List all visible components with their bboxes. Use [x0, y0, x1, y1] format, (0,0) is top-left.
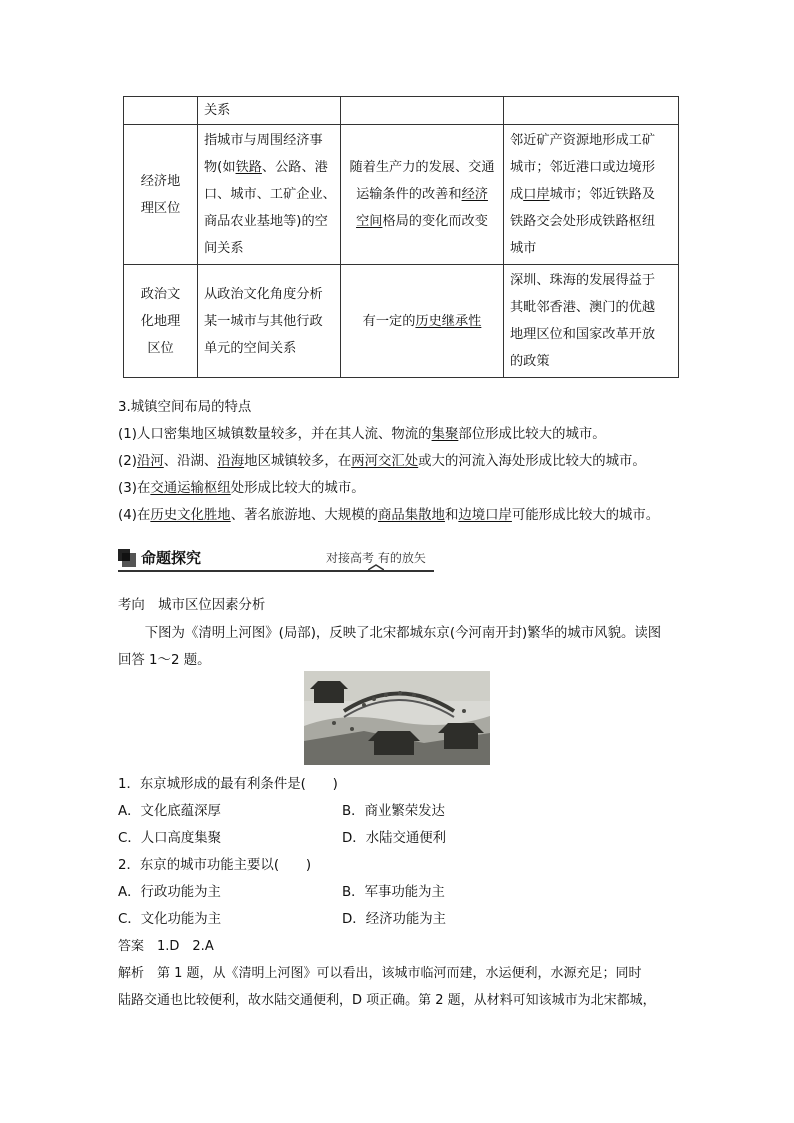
option-a: A．行政功能为主	[118, 885, 221, 900]
option-d: D．经济功能为主	[342, 912, 447, 927]
table-cell	[124, 97, 198, 125]
text-run: (4)在	[118, 508, 151, 523]
option-d: D．水陆交通便利	[342, 831, 447, 846]
option-a: A．文化底蕴深厚	[118, 804, 221, 819]
cell-line	[510, 235, 674, 262]
text-run: (3)在	[118, 481, 151, 496]
underlined-term: 交通运输枢纽	[150, 481, 231, 496]
cell-text	[510, 265, 678, 377]
text-run: 深圳、珠海的发展得益于	[510, 273, 656, 288]
intro-line: 回答 1～2 题。	[118, 653, 211, 668]
underlined-term: 空间	[356, 214, 383, 229]
cell-line	[204, 127, 336, 154]
table-cell-header	[124, 265, 198, 378]
text-run: 从政治文化角度分析	[204, 286, 323, 302]
answer-line: 答案 1.D 2.A	[118, 939, 214, 954]
text-run: 、沿湖、	[163, 454, 218, 469]
cell-text	[204, 279, 340, 364]
underlined-term: 铁路	[235, 160, 262, 175]
cell-line	[204, 335, 336, 362]
table-cell	[504, 97, 679, 125]
text-run: 地区城镇较多，在	[244, 454, 352, 469]
text-run: 其毗邻香港、澳门的优越	[510, 300, 656, 315]
cell-line	[510, 208, 674, 235]
underlined-term: 历史文化胜地	[150, 508, 231, 523]
underlined-term: 沿河	[136, 454, 164, 469]
text-run: 成	[510, 187, 524, 202]
cell-line	[510, 294, 674, 321]
table-cell-header	[124, 125, 198, 265]
cell-line	[204, 154, 336, 181]
cell-line	[341, 308, 503, 335]
cell-text	[341, 152, 503, 237]
text-run: 指城市与周围经济事	[204, 133, 323, 148]
topic-heading: 考向 城市区位因素分析	[118, 598, 266, 613]
cell-line	[510, 348, 674, 375]
cell-line	[510, 154, 674, 181]
text-run: 可能形成比较大的城市。	[511, 508, 660, 523]
text-run: 、著名旅游地、大规模的	[230, 508, 378, 523]
cell-text	[341, 306, 503, 337]
text-run: 城市；邻近港口或边境形	[510, 160, 656, 175]
text-run: 城市；邻近铁路及	[549, 187, 656, 202]
text-run: (1)人口密集地区城镇数量较多，并在其人流、物流的	[118, 427, 432, 442]
text-run: 邻近矿产资源地形成工矿	[510, 133, 656, 148]
section-banner	[118, 545, 434, 571]
analysis-line: 陆路交通也比较便利，故水陆交通便利，D 项正确。第 2 题，从材料可知该城市为北宋都城，	[118, 993, 656, 1008]
cell-text	[510, 125, 678, 264]
table-cell	[198, 265, 341, 378]
cell-line	[204, 208, 336, 235]
table-cell	[341, 265, 504, 378]
option-c: C．文化功能为主	[118, 912, 222, 927]
text-run: 处形成比较大的城市。	[230, 481, 365, 496]
notch-icon	[368, 564, 384, 572]
banner-title: 命题探究	[141, 549, 202, 567]
cell-line: 政治文	[140, 286, 181, 302]
option-b: B．商业繁荣发达	[342, 804, 445, 819]
text-run: 口、城市、工矿企业、	[204, 187, 336, 202]
table-row-political	[124, 265, 679, 378]
list-item	[118, 504, 659, 523]
table-cell	[198, 97, 341, 125]
cell-line	[204, 235, 336, 262]
text-run: 间关系	[204, 241, 244, 256]
list-item	[118, 423, 606, 442]
option-c: C．人口高度集聚	[118, 831, 222, 846]
text-run: 商品农业基地等)的空	[204, 214, 328, 229]
table-cell	[504, 125, 679, 265]
banner-subtitle: 对接高考 有的放矢	[326, 551, 426, 565]
text-run: 、公路、港	[261, 160, 328, 175]
cell-line	[204, 181, 336, 208]
text-run: 格局的变化而改变	[382, 214, 488, 229]
underlined-term: 历史继承性	[415, 313, 482, 329]
table-cell	[341, 97, 504, 125]
cell-line	[341, 154, 503, 181]
text-run: 运输条件的改善和	[356, 187, 462, 202]
block-icon	[118, 549, 136, 567]
cell-line	[510, 267, 674, 294]
text-run: 随着生产力的发展、交通	[349, 160, 495, 175]
text-run: 铁路交会处形成铁路枢纽	[510, 214, 656, 229]
cell-line	[341, 208, 503, 235]
text-run: 地理区位和国家改革开放	[510, 327, 656, 342]
underlined-term: 边境口岸	[458, 508, 512, 523]
text-run: 和	[444, 508, 459, 523]
option-b: B．军事功能为主	[342, 885, 445, 900]
question-stem: 1．东京城形成的最有利条件是( )	[118, 777, 338, 792]
painting-image	[304, 671, 490, 765]
text-run: 有一定的	[362, 313, 416, 329]
cell-line	[510, 181, 674, 208]
text-run: 部位形成比较大的城市。	[458, 427, 606, 442]
cell-text	[204, 125, 340, 264]
table-row	[124, 97, 679, 125]
cell-line: 经济地	[140, 173, 181, 189]
cell-text	[124, 166, 197, 224]
text-run: 物(如	[204, 160, 236, 175]
divider	[118, 570, 434, 572]
text-run: 单元的空间关系	[204, 340, 297, 356]
text-run: (2)	[118, 454, 137, 469]
question-stem: 2．东京的城市功能主要以( )	[118, 858, 312, 873]
cell-line	[341, 181, 503, 208]
cell-line	[204, 308, 336, 335]
table-row-economic	[124, 125, 679, 265]
text-run: 或大的河流入海处形成比较大的城市。	[418, 454, 646, 469]
underlined-term: 集聚	[431, 427, 459, 442]
underlined-term: 沿海	[217, 454, 245, 469]
table-cell	[341, 125, 504, 265]
underlined-term: 经济	[461, 187, 488, 202]
cell-line: 理区位	[140, 200, 181, 216]
underlined-term: 商品集散地	[378, 508, 445, 523]
cell-text: 关系	[204, 103, 231, 118]
text-run: 某一城市与其他行政	[204, 313, 323, 329]
analysis-line: 解析 第 1 题，从《清明上河图》可以看出，该城市临河而建，水运便利，水源充足；同时	[118, 966, 642, 981]
cell-line	[510, 127, 674, 154]
table-cell	[504, 265, 679, 378]
list-item	[118, 477, 365, 496]
underlined-term: 口岸	[523, 187, 550, 202]
underlined-term: 两河交汇处	[351, 454, 419, 469]
table-cell	[198, 125, 341, 265]
section-heading: 3.城镇空间布局的特点	[118, 400, 252, 415]
list-item	[118, 450, 646, 469]
cell-line	[510, 321, 674, 348]
text-run: 的政策	[510, 354, 550, 369]
cell-line: 化地理	[140, 313, 181, 329]
location-table	[123, 96, 679, 378]
cell-line: 区位	[147, 340, 174, 356]
cell-text	[124, 279, 197, 364]
text-run: 城市	[510, 241, 537, 256]
cell-line	[204, 281, 336, 308]
intro-line: 下图为《清明上河图》(局部)，反映了北宋都城东京(今河南开封)繁华的城市风貌。读图	[118, 626, 662, 641]
